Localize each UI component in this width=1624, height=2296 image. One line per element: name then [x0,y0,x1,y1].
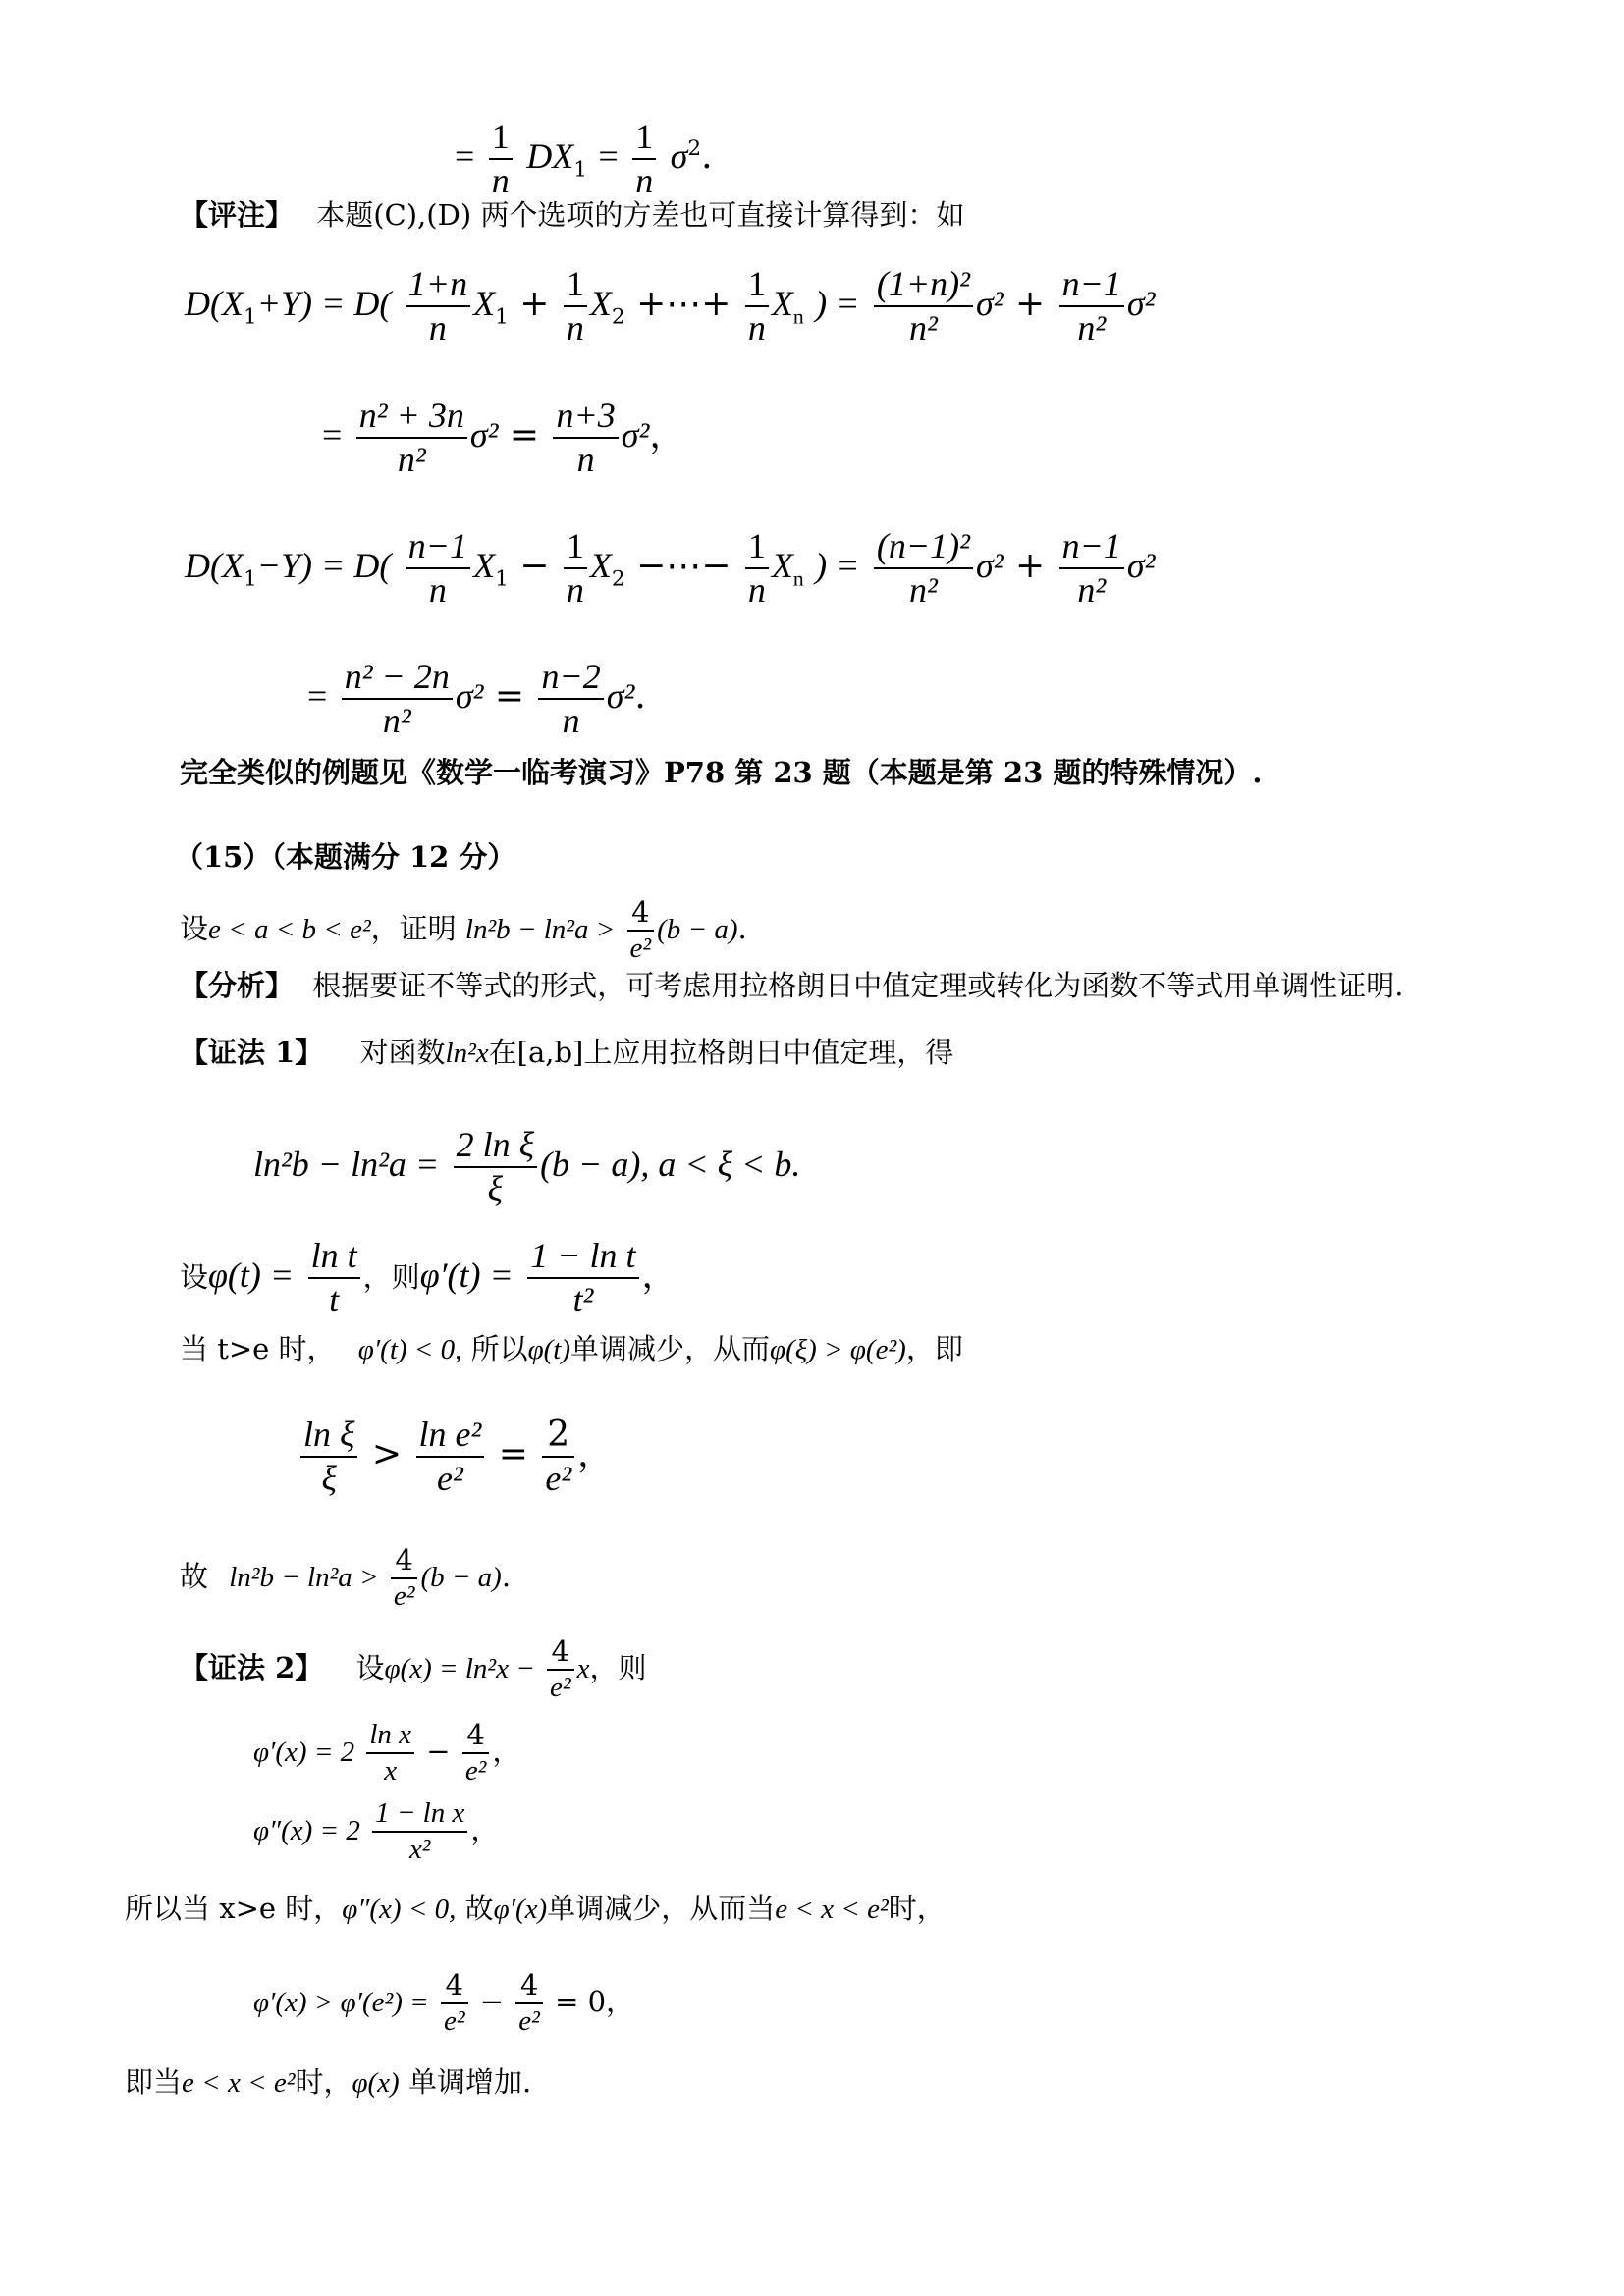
operator: +⋯+ [636,284,731,325]
subscript: 2 [611,566,625,592]
denominator: n² [1077,308,1107,348]
proof2-line [180,1634,646,1705]
math-term: ln²b − ln²a = [253,1145,440,1185]
numerator: ln t [308,1235,360,1279]
math-term: φ(x) = ln²x − [384,1652,535,1684]
numerator: ln e² [416,1414,485,1458]
eq-symbol: = [307,676,328,717]
text: 单调减少，从而 [570,1332,771,1365]
fraction [406,525,470,612]
fraction [564,263,587,349]
question-header: （15）（本题满分 12 分） [175,840,516,874]
eq-symbol: = [322,415,343,455]
text: 当 t>e 时， [180,1332,336,1365]
fraction [527,1235,638,1321]
denominator: e² [629,932,652,964]
numerator: 1 − ln t [527,1235,638,1279]
numerator: 1 [745,263,769,307]
equation-inequality [298,1414,613,1500]
denominator: n [747,308,766,348]
fraction [441,1968,468,2039]
equation-variance-sum [185,263,1155,349]
conclusion-2 [125,2065,532,2099]
fraction [564,525,587,612]
analysis-label: 【分析】 [180,969,295,1002]
text: 时， [888,1892,946,1925]
numerator: n² − 2n [342,656,453,700]
math-term: X [473,546,496,586]
numerator: n−1 [406,525,470,569]
math-term: (b − a), a < ξ < b. [540,1145,801,1185]
denominator: e² [545,1459,572,1499]
math-term: X [771,546,793,586]
math-term: φ′(x) > φ′(e²) = [253,1986,429,2018]
punctuation: . [501,1559,512,1593]
denominator: e² [518,2004,540,2037]
fraction [1059,263,1124,349]
text: ，证明 [370,911,457,945]
punctuation: . [737,911,747,945]
numerator: 4 [441,1968,468,2004]
denominator: n [635,161,654,201]
denominator: x² [408,1833,431,1865]
subscript: n [792,566,804,591]
math-term: X [771,284,793,324]
math-term: ln²b − ln²a > [229,1561,379,1593]
operator: − [519,546,550,587]
monotonic-statement [180,1332,963,1365]
numerator: (n−1)² [874,525,973,569]
math-term: σ² [975,284,1004,324]
subscript: 1 [243,304,257,330]
numerator: ln ξ [300,1414,357,1458]
denominator: n² [909,570,938,611]
math-term: σ² [606,676,635,717]
math-term: φ′(x) = 2 [253,1735,355,1768]
punctuation: ， [641,1255,677,1297]
text: 所以当 x>e 时， [125,1892,343,1925]
punctuation: ， [606,1984,635,2018]
fraction [553,395,618,481]
denominator: n [576,440,595,480]
text: 设 [355,1650,385,1684]
denominator: e² [393,1579,415,1612]
math-term: (b − a) [657,913,738,945]
operator: + [519,284,550,325]
denominator: e² [549,1671,571,1703]
numerator: 4 [391,1543,418,1579]
math-term: e < x < e² [182,2067,296,2099]
equation-line-1 [455,116,713,202]
fraction [1059,525,1124,612]
text: ，则 [589,1650,647,1684]
text: 时， [295,2065,352,2099]
similar-example-note: 完全类似的例题见《数学一临考演习》P78 第 23 题（本题是第 23 题的特殊情况）. [180,756,1263,789]
punctuation: ， [470,1812,500,1846]
numerator: ln x [366,1718,414,1754]
fraction [454,1124,537,1210]
math-term: φ′(t) = [419,1255,514,1296]
proof1-line [180,1036,954,1069]
eq-symbol: = [455,136,475,177]
text: 所以 [470,1332,528,1365]
comment-label: 【评注】 [180,198,295,232]
punctuation: . [701,136,713,178]
fraction [391,1543,418,1614]
fraction [542,1414,574,1500]
operator: + [1014,546,1046,587]
math-term: φ′(x) [493,1894,548,1925]
fraction [416,1414,485,1500]
denominator: n [428,308,447,348]
question-statement [180,895,747,966]
operator: > [371,1434,403,1475]
math-term: ) = [815,546,860,586]
fraction [547,1634,574,1705]
punctuation: . [634,676,646,718]
punctuation: ， [649,415,685,456]
math-term: φ″(x) = 2 [253,1814,360,1846]
denominator: e² [443,2004,465,2037]
fraction [627,895,655,966]
math-term: φ″(x) < 0, [342,1894,457,1925]
denominator: e² [464,1754,487,1787]
numerator: 1 [745,525,769,569]
denominator: n² [397,440,426,480]
subscript: 1 [243,566,257,592]
subscript: 2 [611,304,625,330]
numerator: 4 [547,1634,574,1671]
denominator: n² [1077,570,1107,611]
fraction [300,1414,357,1500]
text: 单调增加. [407,2065,532,2099]
text: 在[a,b]上应用拉格朗日中值定理，得 [488,1036,954,1069]
punctuation: ， [577,1434,614,1475]
text: 故 [464,1892,494,1925]
math-term: φ(t) [527,1334,571,1365]
proof2-label: 【证法 2】 [180,1650,324,1684]
numerator: n+3 [553,395,618,439]
equation-phi-double-prime [253,1796,499,1867]
math-term: ln²b − ln²a > [464,913,616,945]
numerator: 1 [489,116,513,160]
numerator: 1 [632,116,656,160]
denominator: n [566,308,584,348]
numerator: 2 ln ξ [454,1124,537,1168]
math-term: X [589,546,612,586]
denominator: n² [382,701,411,741]
eq-symbol: = [598,136,619,177]
fraction [356,395,467,481]
fraction [538,656,603,742]
math-term: σ² [621,415,650,455]
fraction [874,525,973,612]
math-term: D(X [185,546,244,586]
text: 即当 [125,2065,183,2099]
math-term: σ² [469,415,499,455]
math-term: e < x < e² [775,1894,889,1925]
subscript: 1 [573,157,587,183]
denominator: e² [437,1459,463,1499]
numerator: n−1 [1059,525,1124,569]
fraction [874,263,973,349]
operator: + [1014,284,1046,325]
math-term: D(X [185,284,244,324]
math-term: DX [526,136,574,177]
equation-mean-value [253,1124,800,1210]
numerator: 2 [542,1414,574,1458]
denominator: ξ [321,1459,337,1499]
math-term: (b − a) [420,1561,502,1593]
eq-symbol: = [509,415,540,456]
text: 单调减少，从而当 [547,1892,776,1925]
fraction [632,116,656,202]
equation-variance-diff-result [307,656,646,742]
math-term: φ(t) = [208,1255,295,1296]
fraction [745,525,769,612]
denominator: n [566,570,584,611]
numerator: 4 [515,1968,543,2004]
eq-symbol: = [494,676,525,718]
math-term: +Y) = D( [256,284,392,324]
denominator: x [384,1754,398,1787]
math-term: φ(x) [352,2067,400,2099]
numerator: 1 [564,263,587,307]
denominator: n [428,570,447,611]
math-term: e < a < b < e² [208,913,371,945]
proof1-label: 【证法 1】 [180,1036,324,1069]
math-term: X [589,284,612,324]
numerator: 1 [564,525,587,569]
math-term: σ² [1126,546,1156,586]
fraction [489,116,513,202]
text: 对函数 [359,1036,446,1069]
text: ，即 [905,1332,963,1365]
numerator: 4 [627,895,655,932]
analysis-text: 根据要证不等式的形式，可考虑用拉格朗日中值定理或转化为函数不等式用单调性证明. [312,969,1404,1002]
comment-text: 本题(C),(D) 两个选项的方差也可直接计算得到：如 [316,198,965,232]
fraction [372,1796,467,1867]
fraction [406,263,470,349]
numerator: n−1 [1059,263,1124,307]
numerator: n−2 [538,656,603,700]
math-term: σ [670,136,688,177]
eq-symbol: = [498,1434,528,1475]
text: 设 [180,911,209,945]
numerator: 1 − ln x [372,1796,467,1833]
math-term: X [473,284,496,324]
math-term: x [576,1652,590,1684]
numerator: 1+n [406,263,470,307]
numerator: 4 [462,1718,490,1754]
text: 故 [180,1559,209,1593]
conclusion-1 [180,1543,511,1614]
comment-line [180,198,965,232]
subscript: 1 [495,304,509,330]
analysis-line [180,969,1404,1002]
operator: − [479,1984,505,2018]
denominator: n² [909,308,938,348]
math-term: ln²x [445,1038,489,1069]
fraction [342,656,453,742]
equation-phi-prime-positive [253,1968,634,2039]
denominator: n [747,570,766,611]
equation-phi-prime [253,1718,520,1789]
math-term: −Y) = D( [256,546,392,586]
monotonic-statement-2 [125,1892,946,1925]
math-term: σ² [455,676,484,717]
math-term: ) = [815,284,860,324]
fraction [745,263,769,349]
numerator: n² + 3n [356,395,467,439]
numerator: (1+n)² [874,263,973,307]
denominator: t [329,1280,340,1320]
punctuation: ， [492,1734,521,1768]
eq-symbol: = 0 [555,1984,607,2018]
equation-variance-sum-result [322,395,684,481]
math-term: σ² [1126,284,1156,324]
fraction [515,1968,543,2039]
text: ，则 [362,1260,420,1295]
equation-variance-diff [185,525,1155,612]
math-term: φ(ξ) > φ(e²) [770,1334,906,1365]
fraction [462,1718,490,1789]
operator: −⋯− [636,546,731,587]
equation-phi-def [180,1235,677,1321]
superscript: 2 [687,136,702,162]
denominator: ξ [487,1169,504,1209]
subscript: 1 [495,566,509,592]
fraction [308,1235,360,1321]
fraction [366,1718,414,1789]
math-term: φ′(t) < 0, [357,1334,462,1365]
denominator: n [491,161,510,201]
denominator: t² [572,1280,594,1320]
text: 设 [180,1260,209,1295]
subscript: n [792,304,804,329]
operator: − [426,1734,451,1768]
denominator: n [562,701,580,741]
math-term: σ² [975,546,1004,586]
